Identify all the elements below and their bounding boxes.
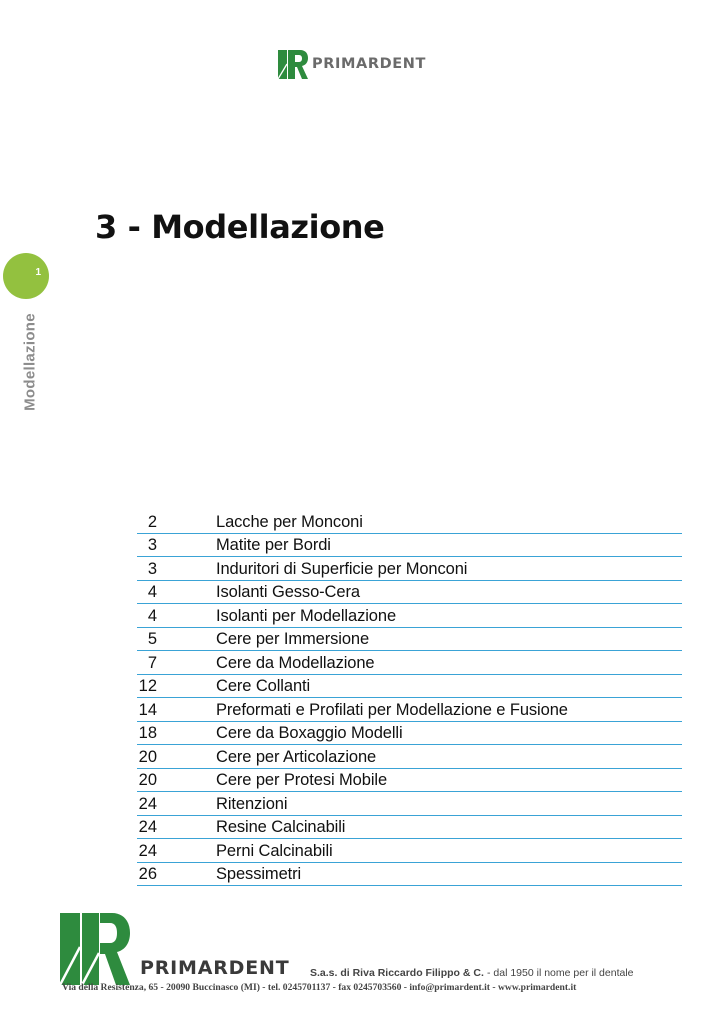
index-entry-label: Preformati e Profilati per Modellazione e Fusione: [216, 700, 568, 719]
index-page-number: 2: [147, 512, 157, 531]
index-entry-label: Cere per Immersione: [216, 630, 370, 648]
contents-index: [137, 510, 682, 886]
index-page-number: 14: [138, 700, 157, 719]
page-number-badge: [3, 253, 49, 299]
index-entry-label: Isolanti per Modellazione: [216, 606, 397, 625]
index-row: [137, 604, 682, 628]
index-row: [137, 722, 682, 746]
index-entry-label: Perni Calcinabili: [216, 841, 333, 860]
index-entry-label: Resine Calcinabili: [216, 818, 346, 836]
index-entry-label: Cere per Protesi Mobile: [216, 771, 388, 789]
index-entry-label: Cere da Modellazione: [216, 653, 375, 672]
index-entry-label: Isolanti Gesso-Cera: [216, 583, 360, 601]
index-row: [137, 628, 682, 652]
index-page-number: 20: [138, 747, 157, 766]
index-page-number: 20: [138, 771, 157, 789]
footer-company: S.a.s. di Riva Riccardo Filippo & C.: [310, 967, 484, 979]
section-side-label: Modellazione: [21, 313, 39, 411]
header-logo: [278, 49, 426, 79]
index-entry-label: Cere Collanti: [216, 677, 311, 695]
index-row: [137, 745, 682, 769]
header-logo-text: PRIMARDENT: [312, 55, 426, 72]
index-page-number: 24: [138, 841, 157, 860]
index-page-number: 26: [138, 865, 157, 883]
index-page-number: 18: [138, 724, 157, 742]
index-row: [137, 675, 682, 699]
index-entry-label: Matite per Bordi: [216, 536, 331, 554]
footer-tagline: - dal 1950 il nome per il dentale: [487, 967, 634, 979]
index-page-number: 3: [147, 559, 157, 578]
index-entry-label: Spessimetri: [216, 865, 302, 883]
index-page-number: 4: [147, 606, 157, 625]
index-page-number: 24: [138, 818, 157, 836]
footer-brand: PRIMARDENT: [140, 957, 290, 979]
index-page-number: 12: [138, 677, 157, 695]
footer-address: Via della Resistenza, 65 - 20090 Buccinasco (MI) - tel. 0245701137 - fax 0245703560 - info@primardent.it - www.primardent.it: [62, 982, 577, 993]
index-entry-label: Cere da Boxaggio Modelli: [216, 724, 403, 742]
index-entry-label: Lacche per Monconi: [216, 512, 363, 531]
page-title: 3 - Modellazione: [95, 208, 385, 246]
index-entry-label: Induritori di Superficie per Monconi: [216, 559, 468, 578]
index-row: [137, 698, 682, 722]
index-page-number: 24: [138, 794, 157, 813]
index-row: [137, 863, 682, 887]
footer: [0, 905, 725, 1024]
index-row: [137, 651, 682, 675]
index-page-number: 7: [147, 653, 157, 672]
index-row: [137, 534, 682, 558]
primardent-logo-icon: [278, 50, 308, 79]
index-row: [137, 510, 682, 534]
index-row: [137, 816, 682, 840]
index-row: [137, 839, 682, 863]
index-page-number: 3: [147, 536, 157, 554]
page-number: 1: [35, 267, 41, 278]
index-page-number: 5: [147, 630, 157, 648]
primardent-footer-logo-icon: [60, 913, 130, 985]
index-row: [137, 557, 682, 581]
index-row: [137, 581, 682, 605]
index-page-number: 4: [147, 583, 157, 601]
index-row: [137, 769, 682, 793]
index-entry-label: Ritenzioni: [216, 794, 288, 813]
index-entry-label: Cere per Articolazione: [216, 747, 377, 766]
index-row: [137, 792, 682, 816]
